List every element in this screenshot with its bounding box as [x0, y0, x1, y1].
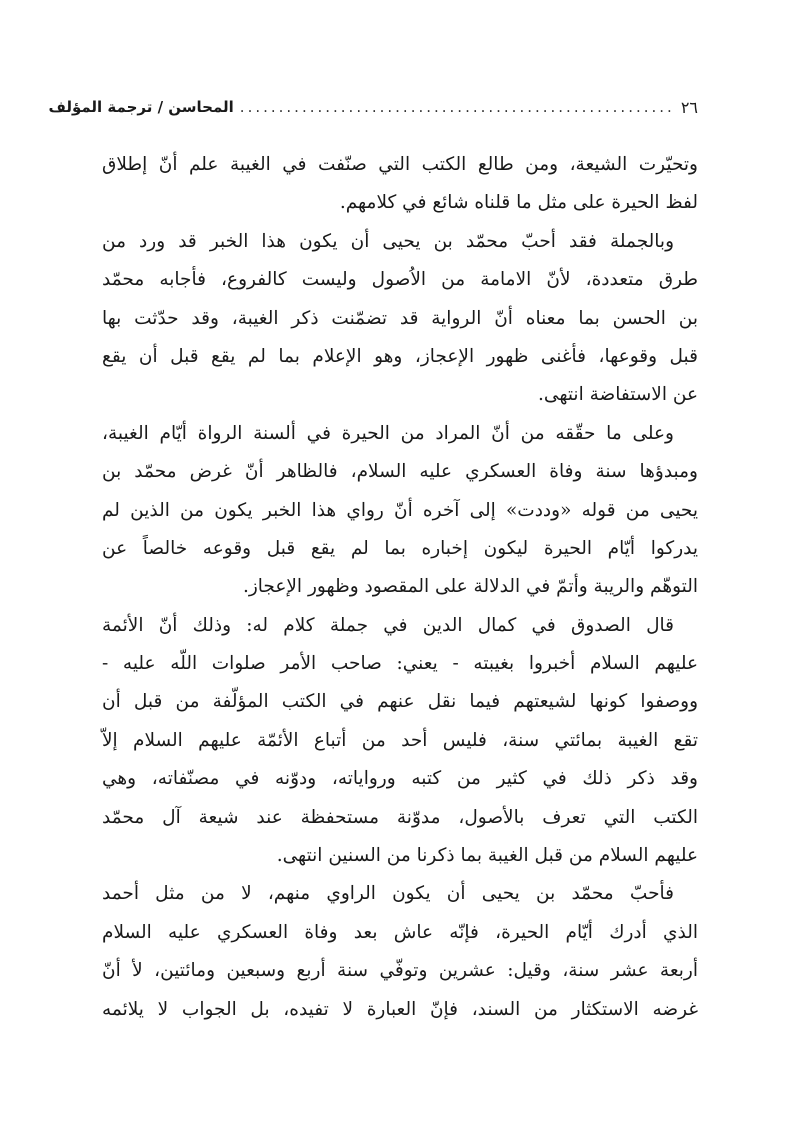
text-line: طرق متعددة، لأنّ الامامة من الاُصول وليست كالفروع، فأجابه محمّد [102, 269, 698, 291]
text-line: عليهم السلام أخبروا بغيبته - يعني: صاحب الأمر صلوات اللّه عليه - [102, 653, 698, 675]
text-line: يحيى من قوله «وددت» إلى آخره أنّ رواي هذا الخبر يكون من الذين لم [102, 499, 698, 521]
body-text [102, 146, 698, 1029]
text-line: فأحبّ محمّد بن يحيى أن يكون الراوي منهم، لا من مثل أحمد [102, 883, 675, 905]
text-line: وعلى ما حقّقه من أنّ المراد من الحيرة في ألسنة الرواة أيّام الغيبة، [102, 422, 674, 444]
text-line: ومبدؤها سنة وفاة العسكري عليه السلام، فالظاهر أنّ غرض محمّد بن [102, 461, 698, 483]
running-header [48, 93, 698, 121]
header-dot-leader: ........................................................ [239, 98, 675, 116]
text-line: قبل وقوعها، فأغنى ظهور الإعجاز، وهو الإعلام بما لم يقع قبل أن يقع [102, 345, 698, 367]
text-line: التوهّم والريبة وأتمّ في الدلالة على المقصود وظهور الإعجاز. [242, 576, 698, 598]
text-line: عليهم السلام من قبل الغيبة بما ذكرنا من السنين انتهى. [276, 845, 698, 867]
text-line: وقد ذكر ذلك في كثير من كتبه ورواياته، ودوّنه في مصنّفاته، وهي [102, 768, 698, 790]
text-line: عن الاستفاضة انتهى. [538, 384, 698, 406]
text-line: ووصفوا كونها لشيعتهم فيما نقل عنهم في الكتب المؤلّفة من قبل أن [102, 691, 698, 713]
text-line: وتحيّرت الشيعة، ومن طالع الكتب التي صنّفت في الغيبة علم أنّ إطلاق [102, 154, 698, 175]
text-line: غرضه الاستكثار من السند، فإنّ العبارة لا تفيده، بل الجواب لا يلائمه [102, 998, 698, 1020]
running-title: المحاسن / ترجمة المؤلف [48, 98, 234, 116]
text-line: قال الصدوق في كمال الدين في جملة كلام له: وذلك أنّ الأئمة [102, 614, 674, 636]
text-line: وبالجملة فقد أحبّ محمّد بن يحيى أن يكون هذا الخبر قد ورد من [102, 230, 674, 252]
text-line: لفظ الحيرة على مثل ما قلناه شائع في كلامهم. [339, 192, 698, 214]
text-line: أربعة عشر سنة، وقيل: عشرين وتوفّي سنة أربع وسبعين ومائتين، لأ أنّ [102, 960, 699, 982]
text-line: تقع الغيبة بمائتي سنة، فليس أحد من أتباع الأئمّة عليهم السلام إلاّ [102, 729, 698, 751]
text-line: يدركوا أيّام الحيرة ليكون إخباره بما لم يقع قبل وقوعه خالصاً عن [102, 537, 698, 559]
text-line: الذي أدرك أيّام الحيرة، فإنّه عاش بعد وفاة العسكري عليه السلام [102, 921, 698, 943]
text-line: الكتب التي تعرف بالأصول، مدوّنة مستحفظة عند شيعة آل محمّد [102, 806, 698, 828]
text-line: بن الحسن بما معناه أنّ الرواية قد تضمّنت ذكر الغيبة، وقد حدّثت بها [102, 307, 698, 329]
page-number: ٢٦ [680, 97, 698, 117]
